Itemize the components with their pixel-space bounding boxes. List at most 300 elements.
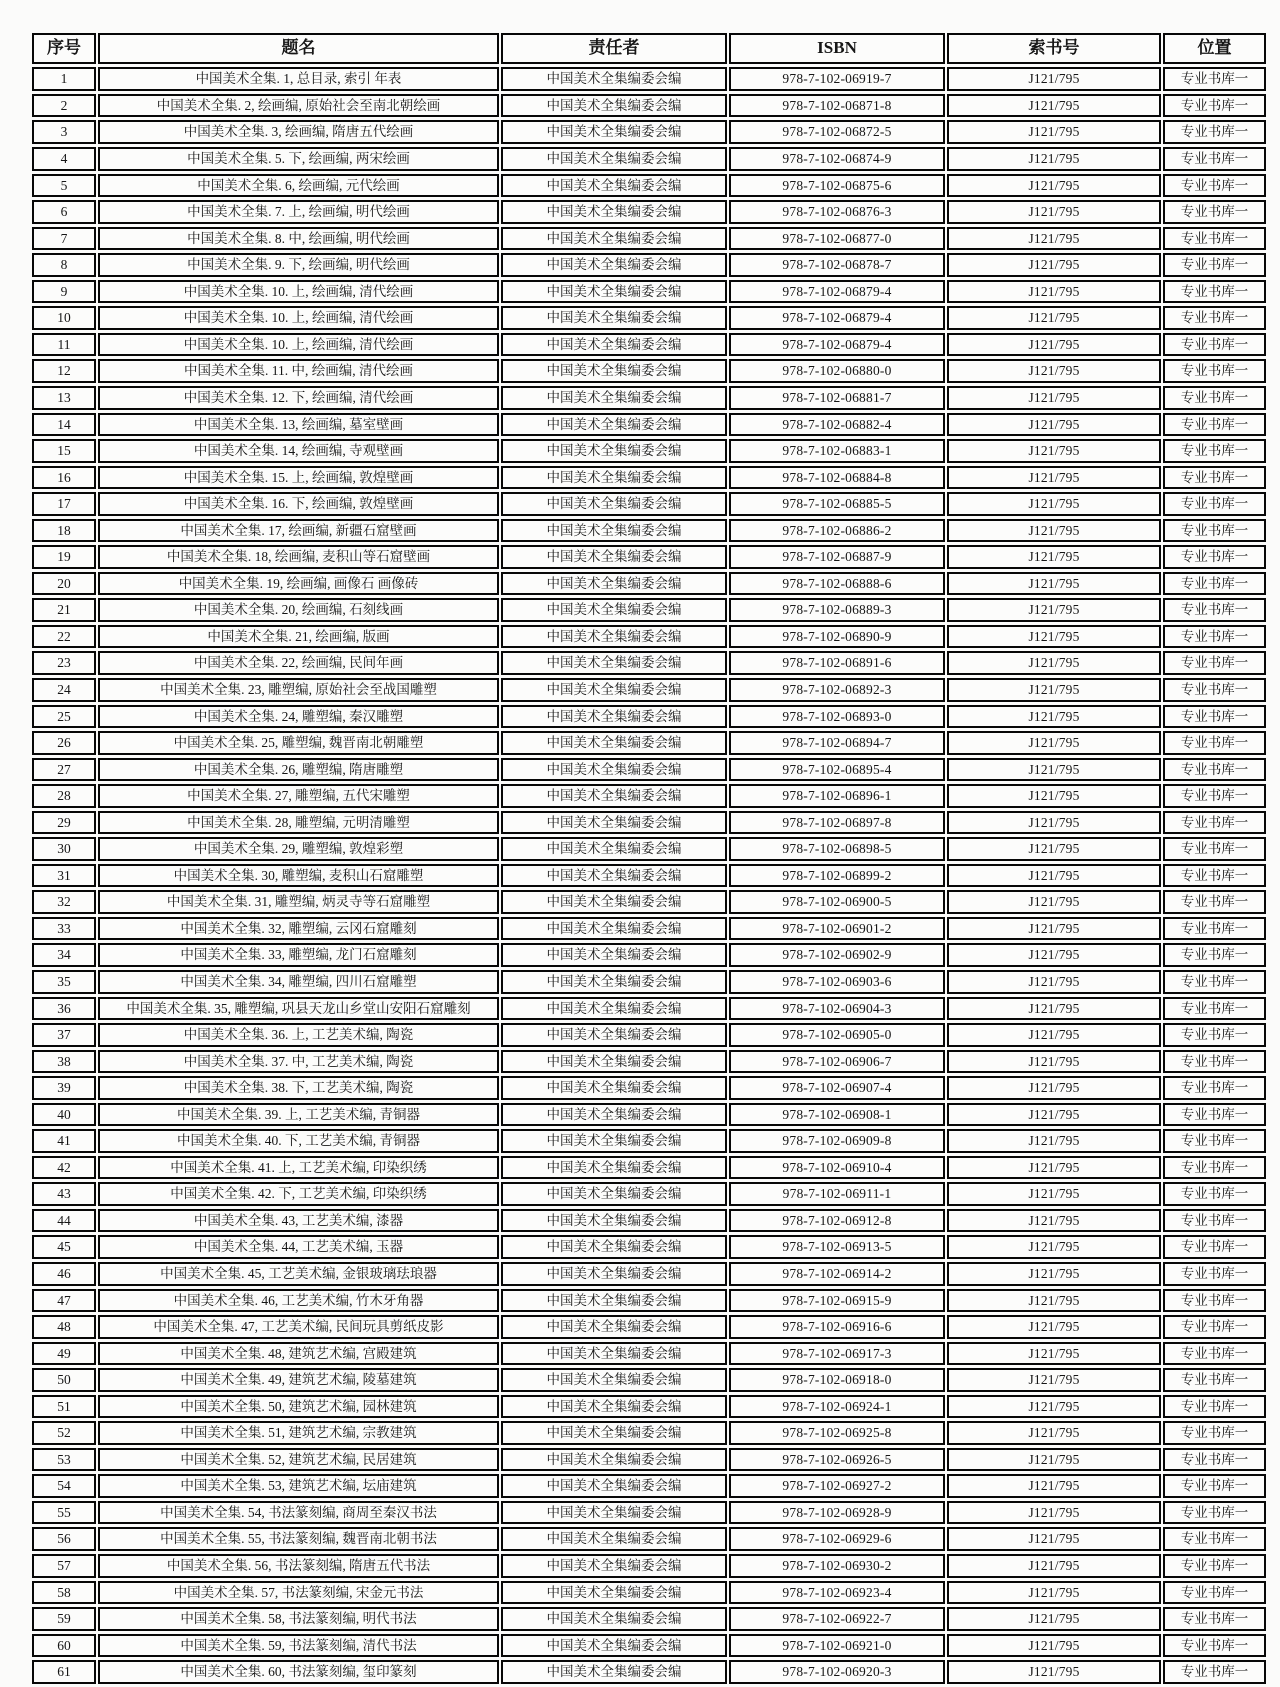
table-row bbox=[32, 439, 1266, 463]
cell-call_no: J121/795 bbox=[947, 811, 1161, 835]
cell-author: 中国美术全集编委会编 bbox=[501, 1209, 727, 1233]
cell-title: 中国美术全集. 24, 雕塑编, 秦汉雕塑 bbox=[98, 705, 499, 729]
cell-isbn: 978-7-102-06929-6 bbox=[729, 1527, 945, 1551]
cell-isbn: 978-7-102-06891-6 bbox=[729, 651, 945, 675]
cell-author: 中国美术全集编委会编 bbox=[501, 1581, 727, 1605]
cell-title: 中国美术全集. 43, 工艺美术编, 漆器 bbox=[98, 1209, 499, 1233]
cell-author: 中国美术全集编委会编 bbox=[501, 1607, 727, 1631]
cell-author: 中国美术全集编委会编 bbox=[501, 1315, 727, 1339]
cell-no: 45 bbox=[32, 1235, 96, 1259]
cell-isbn: 978-7-102-06872-5 bbox=[729, 120, 945, 144]
cell-call_no: J121/795 bbox=[947, 1634, 1161, 1658]
cell-no: 34 bbox=[32, 943, 96, 967]
cell-location: 专业书库一 bbox=[1163, 1289, 1266, 1313]
cell-isbn: 978-7-102-06908-1 bbox=[729, 1103, 945, 1127]
cell-location: 专业书库一 bbox=[1163, 1448, 1266, 1472]
cell-isbn: 978-7-102-06906-7 bbox=[729, 1050, 945, 1074]
cell-location: 专业书库一 bbox=[1163, 731, 1266, 755]
cell-no: 12 bbox=[32, 359, 96, 383]
cell-author: 中国美术全集编委会编 bbox=[501, 943, 727, 967]
cell-author: 中国美术全集编委会编 bbox=[501, 731, 727, 755]
cell-no: 26 bbox=[32, 731, 96, 755]
table-row bbox=[32, 1660, 1266, 1684]
cell-call_no: J121/795 bbox=[947, 1182, 1161, 1206]
table-row bbox=[32, 1156, 1266, 1180]
column-header-title: 题名 bbox=[98, 33, 499, 64]
cell-location: 专业书库一 bbox=[1163, 413, 1266, 437]
cell-isbn: 978-7-102-06880-0 bbox=[729, 359, 945, 383]
table-row bbox=[32, 625, 1266, 649]
cell-author: 中国美术全集编委会编 bbox=[501, 1634, 727, 1658]
cell-no: 49 bbox=[32, 1342, 96, 1366]
cell-call_no: J121/795 bbox=[947, 784, 1161, 808]
cell-no: 37 bbox=[32, 1023, 96, 1047]
cell-no: 27 bbox=[32, 758, 96, 782]
cell-location: 专业书库一 bbox=[1163, 280, 1266, 304]
cell-location: 专业书库一 bbox=[1163, 1554, 1266, 1578]
cell-no: 2 bbox=[32, 94, 96, 118]
cell-isbn: 978-7-102-06893-0 bbox=[729, 705, 945, 729]
cell-no: 10 bbox=[32, 306, 96, 330]
cell-isbn: 978-7-102-06925-8 bbox=[729, 1421, 945, 1445]
cell-call_no: J121/795 bbox=[947, 200, 1161, 224]
cell-isbn: 978-7-102-06920-3 bbox=[729, 1660, 945, 1684]
cell-isbn: 978-7-102-06889-3 bbox=[729, 598, 945, 622]
cell-call_no: J121/795 bbox=[947, 864, 1161, 888]
table-row bbox=[32, 174, 1266, 198]
cell-call_no: J121/795 bbox=[947, 705, 1161, 729]
cell-isbn: 978-7-102-06897-8 bbox=[729, 811, 945, 835]
table-row bbox=[32, 811, 1266, 835]
cell-author: 中国美术全集编委会编 bbox=[501, 1050, 727, 1074]
cell-isbn: 978-7-102-06887-9 bbox=[729, 545, 945, 569]
cell-location: 专业书库一 bbox=[1163, 253, 1266, 277]
cell-title: 中国美术全集. 55, 书法篆刻编, 魏晋南北朝书法 bbox=[98, 1527, 499, 1551]
cell-no: 22 bbox=[32, 625, 96, 649]
cell-title: 中国美术全集. 20, 绘画编, 石刻线画 bbox=[98, 598, 499, 622]
table-header bbox=[32, 33, 1266, 64]
cell-isbn: 978-7-102-06895-4 bbox=[729, 758, 945, 782]
cell-isbn: 978-7-102-06876-3 bbox=[729, 200, 945, 224]
cell-call_no: J121/795 bbox=[947, 1023, 1161, 1047]
cell-location: 专业书库一 bbox=[1163, 306, 1266, 330]
cell-no: 19 bbox=[32, 545, 96, 569]
table-row bbox=[32, 147, 1266, 171]
cell-author: 中国美术全集编委会编 bbox=[501, 1262, 727, 1286]
table-row bbox=[32, 1050, 1266, 1074]
cell-author: 中国美术全集编委会编 bbox=[501, 1023, 727, 1047]
cell-isbn: 978-7-102-06896-1 bbox=[729, 784, 945, 808]
cell-title: 中国美术全集. 10. 上, 绘画编, 清代绘画 bbox=[98, 306, 499, 330]
cell-no: 23 bbox=[32, 651, 96, 675]
cell-call_no: J121/795 bbox=[947, 174, 1161, 198]
table-row bbox=[32, 917, 1266, 941]
cell-call_no: J121/795 bbox=[947, 1315, 1161, 1339]
cell-no: 7 bbox=[32, 227, 96, 251]
cell-author: 中国美术全集编委会编 bbox=[501, 811, 727, 835]
cell-location: 专业书库一 bbox=[1163, 466, 1266, 490]
cell-isbn: 978-7-102-06930-2 bbox=[729, 1554, 945, 1578]
cell-location: 专业书库一 bbox=[1163, 1262, 1266, 1286]
cell-isbn: 978-7-102-06921-0 bbox=[729, 1634, 945, 1658]
cell-author: 中国美术全集编委会编 bbox=[501, 386, 727, 410]
cell-isbn: 978-7-102-06899-2 bbox=[729, 864, 945, 888]
cell-isbn: 978-7-102-06904-3 bbox=[729, 997, 945, 1021]
cell-author: 中国美术全集编委会编 bbox=[501, 651, 727, 675]
cell-call_no: J121/795 bbox=[947, 1262, 1161, 1286]
cell-title: 中国美术全集. 41. 上, 工艺美术编, 印染织绣 bbox=[98, 1156, 499, 1180]
cell-call_no: J121/795 bbox=[947, 1342, 1161, 1366]
cell-location: 专业书库一 bbox=[1163, 970, 1266, 994]
cell-call_no: J121/795 bbox=[947, 1501, 1161, 1525]
cell-title: 中国美术全集. 27, 雕塑编, 五代宋雕塑 bbox=[98, 784, 499, 808]
cell-call_no: J121/795 bbox=[947, 678, 1161, 702]
cell-call_no: J121/795 bbox=[947, 1448, 1161, 1472]
cell-author: 中国美术全集编委会编 bbox=[501, 253, 727, 277]
cell-location: 专业书库一 bbox=[1163, 333, 1266, 357]
cell-title: 中国美术全集. 31, 雕塑编, 炳灵寺等石窟雕塑 bbox=[98, 890, 499, 914]
cell-title: 中国美术全集. 40. 下, 工艺美术编, 青铜器 bbox=[98, 1129, 499, 1153]
cell-isbn: 978-7-102-06877-0 bbox=[729, 227, 945, 251]
table-row bbox=[32, 545, 1266, 569]
cell-no: 24 bbox=[32, 678, 96, 702]
cell-author: 中国美术全集编委会编 bbox=[501, 1076, 727, 1100]
cell-call_no: J121/795 bbox=[947, 1289, 1161, 1313]
cell-author: 中国美术全集编委会编 bbox=[501, 333, 727, 357]
cell-call_no: J121/795 bbox=[947, 1527, 1161, 1551]
cell-location: 专业书库一 bbox=[1163, 811, 1266, 835]
cell-location: 专业书库一 bbox=[1163, 943, 1266, 967]
cell-author: 中国美术全集编委会编 bbox=[501, 864, 727, 888]
cell-isbn: 978-7-102-06902-9 bbox=[729, 943, 945, 967]
table-row bbox=[32, 943, 1266, 967]
cell-isbn: 978-7-102-06910-4 bbox=[729, 1156, 945, 1180]
cell-title: 中国美术全集. 16. 下, 绘画编, 敦煌壁画 bbox=[98, 492, 499, 516]
cell-no: 53 bbox=[32, 1448, 96, 1472]
cell-author: 中国美术全集编委会编 bbox=[501, 1342, 727, 1366]
table-row bbox=[32, 280, 1266, 304]
cell-call_no: J121/795 bbox=[947, 917, 1161, 941]
cell-no: 61 bbox=[32, 1660, 96, 1684]
cell-call_no: J121/795 bbox=[947, 227, 1161, 251]
cell-no: 40 bbox=[32, 1103, 96, 1127]
cell-call_no: J121/795 bbox=[947, 1660, 1161, 1684]
cell-author: 中国美术全集编委会编 bbox=[501, 1182, 727, 1206]
cell-title: 中国美术全集. 8. 中, 绘画编, 明代绘画 bbox=[98, 227, 499, 251]
cell-no: 33 bbox=[32, 917, 96, 941]
cell-author: 中国美术全集编委会编 bbox=[501, 1129, 727, 1153]
table-row bbox=[32, 1103, 1266, 1127]
cell-location: 专业书库一 bbox=[1163, 227, 1266, 251]
cell-call_no: J121/795 bbox=[947, 1607, 1161, 1631]
cell-author: 中国美术全集编委会编 bbox=[501, 997, 727, 1021]
cell-title: 中国美术全集. 50, 建筑艺术编, 园林建筑 bbox=[98, 1395, 499, 1419]
cell-no: 15 bbox=[32, 439, 96, 463]
cell-author: 中国美术全集编委会编 bbox=[501, 1103, 727, 1127]
cell-location: 专业书库一 bbox=[1163, 1581, 1266, 1605]
cell-location: 专业书库一 bbox=[1163, 386, 1266, 410]
table-row bbox=[32, 306, 1266, 330]
cell-call_no: J121/795 bbox=[947, 359, 1161, 383]
cell-no: 6 bbox=[32, 200, 96, 224]
cell-title: 中国美术全集. 22, 绘画编, 民间年画 bbox=[98, 651, 499, 675]
cell-author: 中国美术全集编委会编 bbox=[501, 413, 727, 437]
cell-isbn: 978-7-102-06909-8 bbox=[729, 1129, 945, 1153]
cell-title: 中国美术全集. 13, 绘画编, 墓室壁画 bbox=[98, 413, 499, 437]
cell-call_no: J121/795 bbox=[947, 1421, 1161, 1445]
cell-call_no: J121/795 bbox=[947, 386, 1161, 410]
cell-title: 中国美术全集. 53, 建筑艺术编, 坛庙建筑 bbox=[98, 1474, 499, 1498]
cell-title: 中国美术全集. 59, 书法篆刻编, 清代书法 bbox=[98, 1634, 499, 1658]
cell-title: 中国美术全集. 10. 上, 绘画编, 清代绘画 bbox=[98, 280, 499, 304]
cell-isbn: 978-7-102-06917-3 bbox=[729, 1342, 945, 1366]
cell-no: 42 bbox=[32, 1156, 96, 1180]
cell-author: 中国美术全集编委会编 bbox=[501, 147, 727, 171]
cell-call_no: J121/795 bbox=[947, 1209, 1161, 1233]
table-row bbox=[32, 1368, 1266, 1392]
table-row bbox=[32, 466, 1266, 490]
table-row bbox=[32, 227, 1266, 251]
cell-author: 中国美术全集编委会编 bbox=[501, 94, 727, 118]
column-header-no: 序号 bbox=[32, 33, 96, 64]
table-row bbox=[32, 890, 1266, 914]
cell-author: 中国美术全集编委会编 bbox=[501, 572, 727, 596]
table-row bbox=[32, 1421, 1266, 1445]
cell-location: 专业书库一 bbox=[1163, 1182, 1266, 1206]
cell-no: 43 bbox=[32, 1182, 96, 1206]
cell-call_no: J121/795 bbox=[947, 1103, 1161, 1127]
cell-no: 20 bbox=[32, 572, 96, 596]
cell-title: 中国美术全集. 47, 工艺美术编, 民间玩具剪纸皮影 bbox=[98, 1315, 499, 1339]
table-row bbox=[32, 1607, 1266, 1631]
table-row bbox=[32, 705, 1266, 729]
cell-no: 58 bbox=[32, 1581, 96, 1605]
cell-isbn: 978-7-102-06927-2 bbox=[729, 1474, 945, 1498]
cell-author: 中国美术全集编委会编 bbox=[501, 280, 727, 304]
table-row bbox=[32, 1315, 1266, 1339]
cell-location: 专业书库一 bbox=[1163, 890, 1266, 914]
cell-title: 中国美术全集. 44, 工艺美术编, 玉器 bbox=[98, 1235, 499, 1259]
cell-title: 中国美术全集. 18, 绘画编, 麦积山等石窟壁画 bbox=[98, 545, 499, 569]
book-table-body bbox=[32, 67, 1266, 1683]
cell-location: 专业书库一 bbox=[1163, 1235, 1266, 1259]
cell-location: 专业书库一 bbox=[1163, 439, 1266, 463]
cell-location: 专业书库一 bbox=[1163, 1421, 1266, 1445]
cell-location: 专业书库一 bbox=[1163, 917, 1266, 941]
cell-no: 44 bbox=[32, 1209, 96, 1233]
cell-location: 专业书库一 bbox=[1163, 1023, 1266, 1047]
cell-call_no: J121/795 bbox=[947, 466, 1161, 490]
cell-location: 专业书库一 bbox=[1163, 67, 1266, 91]
cell-isbn: 978-7-102-06924-1 bbox=[729, 1395, 945, 1419]
table-row bbox=[32, 758, 1266, 782]
table-row bbox=[32, 970, 1266, 994]
cell-isbn: 978-7-102-06894-7 bbox=[729, 731, 945, 755]
cell-isbn: 978-7-102-06890-9 bbox=[729, 625, 945, 649]
cell-title: 中国美术全集. 36. 上, 工艺美术编, 陶瓷 bbox=[98, 1023, 499, 1047]
cell-title: 中国美术全集. 56, 书法篆刻编, 隋唐五代书法 bbox=[98, 1554, 499, 1578]
cell-isbn: 978-7-102-06879-4 bbox=[729, 333, 945, 357]
table-row bbox=[32, 837, 1266, 861]
cell-no: 36 bbox=[32, 997, 96, 1021]
cell-title: 中国美术全集. 23, 雕塑编, 原始社会至战国雕塑 bbox=[98, 678, 499, 702]
table-row bbox=[32, 598, 1266, 622]
cell-isbn: 978-7-102-06915-9 bbox=[729, 1289, 945, 1313]
column-header-location: 位置 bbox=[1163, 33, 1266, 64]
cell-isbn: 978-7-102-06883-1 bbox=[729, 439, 945, 463]
cell-no: 28 bbox=[32, 784, 96, 808]
cell-call_no: J121/795 bbox=[947, 731, 1161, 755]
cell-author: 中国美术全集编委会编 bbox=[501, 1235, 727, 1259]
cell-no: 48 bbox=[32, 1315, 96, 1339]
cell-author: 中国美术全集编委会编 bbox=[501, 1527, 727, 1551]
cell-no: 8 bbox=[32, 253, 96, 277]
table-row bbox=[32, 1182, 1266, 1206]
cell-title: 中国美术全集. 1, 总目录, 索引 年表 bbox=[98, 67, 499, 91]
cell-isbn: 978-7-102-06928-9 bbox=[729, 1501, 945, 1525]
table-row bbox=[32, 333, 1266, 357]
cell-isbn: 978-7-102-06907-4 bbox=[729, 1076, 945, 1100]
cell-location: 专业书库一 bbox=[1163, 519, 1266, 543]
cell-call_no: J121/795 bbox=[947, 1395, 1161, 1419]
table-row bbox=[32, 1395, 1266, 1419]
table-row bbox=[32, 1129, 1266, 1153]
cell-author: 中国美术全集编委会编 bbox=[501, 705, 727, 729]
cell-title: 中国美术全集. 25, 雕塑编, 魏晋南北朝雕塑 bbox=[98, 731, 499, 755]
cell-location: 专业书库一 bbox=[1163, 1368, 1266, 1392]
table-row bbox=[32, 413, 1266, 437]
cell-title: 中国美术全集. 38. 下, 工艺美术编, 陶瓷 bbox=[98, 1076, 499, 1100]
cell-author: 中国美术全集编委会编 bbox=[501, 545, 727, 569]
cell-location: 专业书库一 bbox=[1163, 1050, 1266, 1074]
cell-location: 专业书库一 bbox=[1163, 1129, 1266, 1153]
cell-call_no: J121/795 bbox=[947, 1129, 1161, 1153]
books-table bbox=[30, 30, 1268, 1687]
cell-location: 专业书库一 bbox=[1163, 1634, 1266, 1658]
cell-location: 专业书库一 bbox=[1163, 784, 1266, 808]
cell-title: 中国美术全集. 29, 雕塑编, 敦煌彩塑 bbox=[98, 837, 499, 861]
cell-location: 专业书库一 bbox=[1163, 997, 1266, 1021]
cell-author: 中国美术全集编委会编 bbox=[501, 678, 727, 702]
cell-author: 中国美术全集编委会编 bbox=[501, 758, 727, 782]
cell-author: 中国美术全集编委会编 bbox=[501, 1501, 727, 1525]
cell-call_no: J121/795 bbox=[947, 970, 1161, 994]
cell-title: 中国美术全集. 10. 上, 绘画编, 清代绘画 bbox=[98, 333, 499, 357]
cell-location: 专业书库一 bbox=[1163, 1156, 1266, 1180]
cell-no: 3 bbox=[32, 120, 96, 144]
table-row bbox=[32, 1289, 1266, 1313]
table-row bbox=[32, 1342, 1266, 1366]
cell-isbn: 978-7-102-06903-6 bbox=[729, 970, 945, 994]
cell-title: 中国美术全集. 46, 工艺美术编, 竹木牙角器 bbox=[98, 1289, 499, 1313]
table-row bbox=[32, 1076, 1266, 1100]
cell-no: 14 bbox=[32, 413, 96, 437]
cell-isbn: 978-7-102-06913-5 bbox=[729, 1235, 945, 1259]
cell-location: 专业书库一 bbox=[1163, 1501, 1266, 1525]
cell-title: 中国美术全集. 28, 雕塑编, 元明清雕塑 bbox=[98, 811, 499, 835]
cell-no: 52 bbox=[32, 1421, 96, 1445]
cell-isbn: 978-7-102-06879-4 bbox=[729, 306, 945, 330]
cell-isbn: 978-7-102-06912-8 bbox=[729, 1209, 945, 1233]
cell-call_no: J121/795 bbox=[947, 492, 1161, 516]
cell-no: 47 bbox=[32, 1289, 96, 1313]
cell-no: 50 bbox=[32, 1368, 96, 1392]
table-row bbox=[32, 1262, 1266, 1286]
cell-title: 中国美术全集. 7. 上, 绘画编, 明代绘画 bbox=[98, 200, 499, 224]
cell-title: 中国美术全集. 42. 下, 工艺美术编, 印染织绣 bbox=[98, 1182, 499, 1206]
cell-call_no: J121/795 bbox=[947, 545, 1161, 569]
table-row bbox=[32, 1235, 1266, 1259]
cell-author: 中国美术全集编委会编 bbox=[501, 1421, 727, 1445]
table-row bbox=[32, 1634, 1266, 1658]
cell-isbn: 978-7-102-06881-7 bbox=[729, 386, 945, 410]
cell-location: 专业书库一 bbox=[1163, 1103, 1266, 1127]
cell-call_no: J121/795 bbox=[947, 598, 1161, 622]
table-row bbox=[32, 519, 1266, 543]
cell-no: 9 bbox=[32, 280, 96, 304]
cell-author: 中国美术全集编委会编 bbox=[501, 598, 727, 622]
cell-isbn: 978-7-102-06882-4 bbox=[729, 413, 945, 437]
cell-no: 41 bbox=[32, 1129, 96, 1153]
cell-call_no: J121/795 bbox=[947, 1581, 1161, 1605]
cell-call_no: J121/795 bbox=[947, 890, 1161, 914]
cell-author: 中国美术全集编委会编 bbox=[501, 120, 727, 144]
cell-title: 中国美术全集. 54, 书法篆刻编, 商周至秦汉书法 bbox=[98, 1501, 499, 1525]
table-row bbox=[32, 1501, 1266, 1525]
cell-location: 专业书库一 bbox=[1163, 651, 1266, 675]
cell-location: 专业书库一 bbox=[1163, 94, 1266, 118]
cell-no: 31 bbox=[32, 864, 96, 888]
cell-call_no: J121/795 bbox=[947, 94, 1161, 118]
cell-location: 专业书库一 bbox=[1163, 1607, 1266, 1631]
cell-title: 中国美术全集. 15. 上, 绘画编, 敦煌壁画 bbox=[98, 466, 499, 490]
cell-author: 中国美术全集编委会编 bbox=[501, 890, 727, 914]
table-row bbox=[32, 997, 1266, 1021]
cell-location: 专业书库一 bbox=[1163, 174, 1266, 198]
cell-no: 39 bbox=[32, 1076, 96, 1100]
table-row bbox=[32, 67, 1266, 91]
cell-title: 中国美术全集. 19, 绘画编, 画像石 画像砖 bbox=[98, 572, 499, 596]
cell-isbn: 978-7-102-06900-5 bbox=[729, 890, 945, 914]
cell-title: 中国美术全集. 5. 下, 绘画编, 两宋绘画 bbox=[98, 147, 499, 171]
cell-no: 18 bbox=[32, 519, 96, 543]
cell-author: 中国美术全集编委会编 bbox=[501, 439, 727, 463]
cell-call_no: J121/795 bbox=[947, 147, 1161, 171]
cell-isbn: 978-7-102-06916-6 bbox=[729, 1315, 945, 1339]
cell-title: 中国美术全集. 21, 绘画编, 版画 bbox=[98, 625, 499, 649]
cell-title: 中国美术全集. 12. 下, 绘画编, 清代绘画 bbox=[98, 386, 499, 410]
cell-title: 中国美术全集. 34, 雕塑编, 四川石窟雕塑 bbox=[98, 970, 499, 994]
table-row bbox=[32, 94, 1266, 118]
cell-author: 中国美术全集编委会编 bbox=[501, 1395, 727, 1419]
cell-author: 中国美术全集编委会编 bbox=[501, 466, 727, 490]
cell-isbn: 978-7-102-06874-9 bbox=[729, 147, 945, 171]
cell-no: 54 bbox=[32, 1474, 96, 1498]
cell-title: 中国美术全集. 2, 绘画编, 原始社会至南北朝绘画 bbox=[98, 94, 499, 118]
cell-author: 中国美术全集编委会编 bbox=[501, 1289, 727, 1313]
cell-no: 4 bbox=[32, 147, 96, 171]
cell-location: 专业书库一 bbox=[1163, 1209, 1266, 1233]
cell-no: 11 bbox=[32, 333, 96, 357]
cell-title: 中国美术全集. 33, 雕塑编, 龙门石窟雕刻 bbox=[98, 943, 499, 967]
cell-no: 51 bbox=[32, 1395, 96, 1419]
cell-isbn: 978-7-102-06879-4 bbox=[729, 280, 945, 304]
cell-call_no: J121/795 bbox=[947, 67, 1161, 91]
column-header-author: 责任者 bbox=[501, 33, 727, 64]
cell-author: 中国美术全集编委会编 bbox=[501, 917, 727, 941]
cell-author: 中国美术全集编委会编 bbox=[501, 1660, 727, 1684]
header-row bbox=[32, 33, 1266, 64]
